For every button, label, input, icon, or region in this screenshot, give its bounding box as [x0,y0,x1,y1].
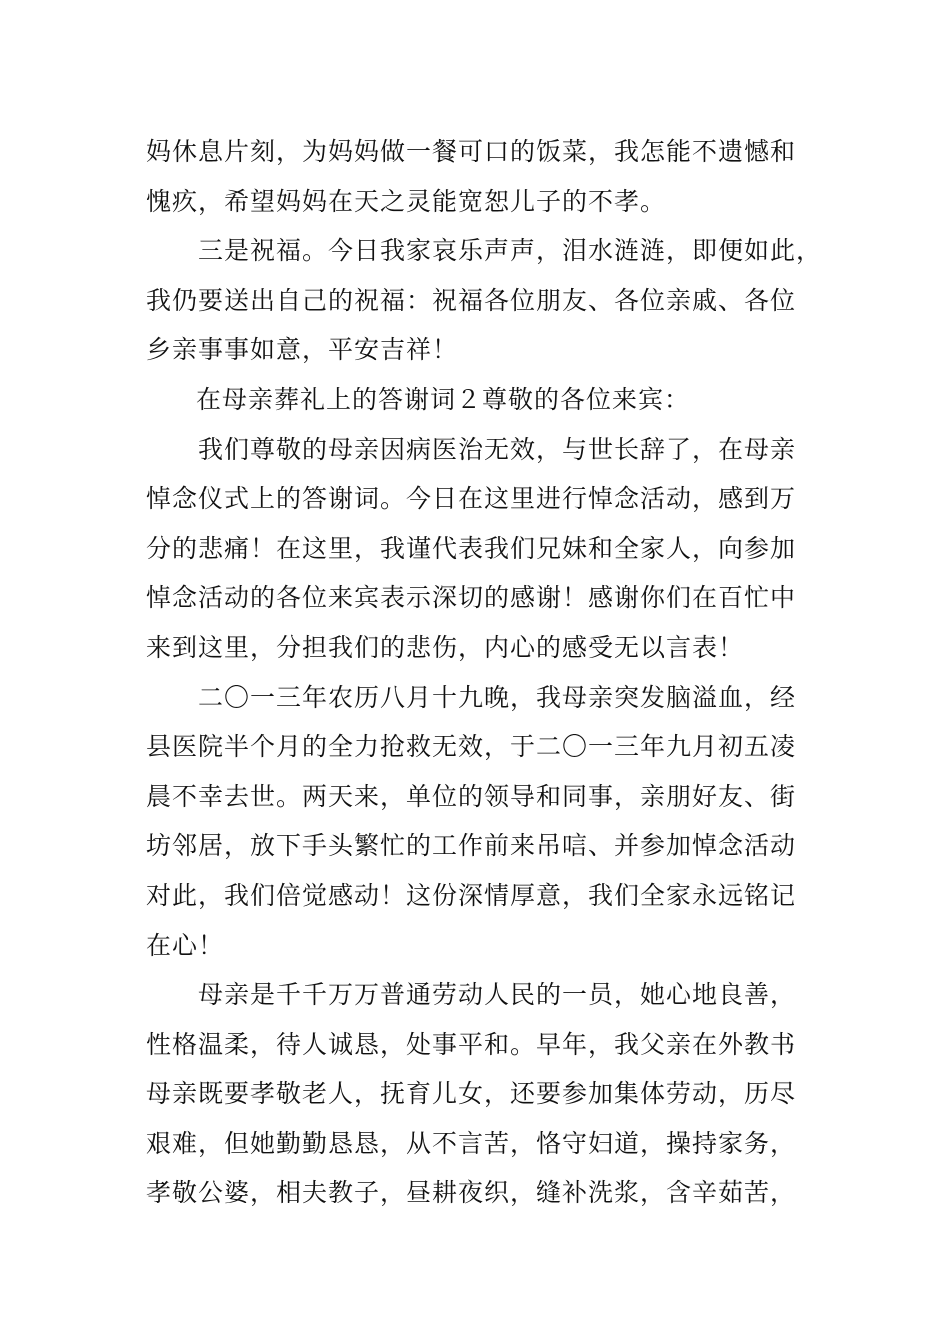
text-line: 县医院半个月的全力抢救无效，于二〇一三年九月初五凌 [146,732,797,762]
text-line: 妈休息片刻，为妈妈做一餐可口的饭菜，我怎能不遗憾和 [146,137,797,166]
text-line: 分的悲痛！在这里，我谨代表我们兄妹和全家人，向参加 [146,533,797,563]
paragraph-thanks [146,425,836,673]
text-line: 在心！ [146,930,225,960]
text-line: 乡亲事事如意，平安吉祥！ [146,335,459,365]
text-line: 母亲是千千万万普通劳动人民的一员，她心地良善， [198,980,797,1010]
text-line: 坊邻居，放下手头繁忙的工作前来吊唁、并参加悼念活动 [146,831,797,861]
text-line: 悼念活动的各位来宾表示深切的感谢！感谢你们在百忙中 [146,583,797,613]
heading-line: 在母亲葬礼上的答谢词２尊敬的各位来宾： [196,384,691,414]
paragraph-passing [146,673,836,971]
text-line: 孝敬公婆，相夫教子，昼耕夜织，缝补洗浆，含辛茹苦， [146,1178,797,1208]
text-line: 母亲既要孝敬老人，抚育儿女，还要参加集体劳动，历尽 [146,1079,797,1109]
paragraph-mother [146,970,836,1218]
text-line: 我们尊敬的母亲因病医治无效，与世长辞了，在母亲 [198,434,797,464]
text-line: 来到这里，分担我们的悲伤，内心的感受无以言表！ [146,632,745,662]
text-line: 三是祝福。今日我家哀乐声声，泪水涟涟，即便如此， [198,236,823,266]
text-line: 对此，我们倍觉感动！这份深情厚意，我们全家永远铭记 [146,880,797,910]
text-line: 愧疚，希望妈妈在天之灵能宽恕儿子的不孝。 [146,186,667,216]
text-line: 二〇一三年农历八月十九晚，我母亲突发脑溢血，经 [198,682,797,712]
text-line: 晨不幸去世。两天来，单位的领导和同事，亲朋好友、街 [146,781,797,811]
text-line: 悼念仪式上的答谢词。今日在这里进行悼念活动，感到万 [146,484,797,514]
paragraph-continued [146,127,836,226]
paragraph-blessing [146,226,836,375]
text-line: 性格温柔，待人诚恳，处事平和。早年，我父亲在外教书 [146,1029,797,1059]
text-line: 我仍要送出自己的祝福：祝福各位朋友、各位亲戚、各位 [146,285,797,315]
document-body [146,127,836,1218]
text-line: 艰难，但她勤勤恳恳，从不言苦，恪守妇道，操持家务， [146,1128,797,1158]
section-heading [146,375,836,425]
